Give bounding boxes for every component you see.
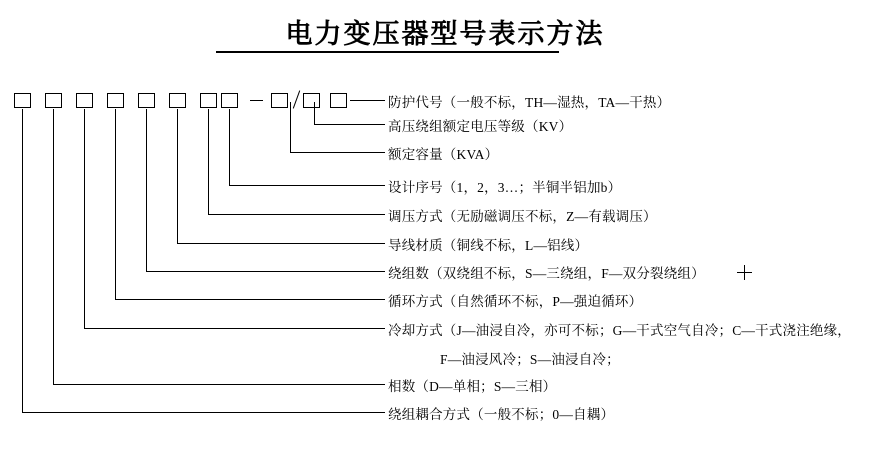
label-winding-count: 绕组数（双绕组不标，S—三绕组，F—双分裂绕组） xyxy=(388,266,705,281)
leader-cooling-h xyxy=(84,328,385,329)
leader-hv-voltage-h xyxy=(314,124,385,125)
model-code-box-3[interactable] xyxy=(76,93,93,108)
leader-regulation-h xyxy=(208,214,385,215)
label-voltage-regulation: 调压方式（无励磁调压不标，Z—有载调压） xyxy=(388,209,657,224)
model-code-box-1[interactable] xyxy=(14,93,31,108)
label-phase-count: 相数（D—单相；S—三相） xyxy=(388,379,557,394)
leader-winding-h xyxy=(146,271,385,272)
leader-phase-h xyxy=(53,384,385,385)
leader-regulation-v xyxy=(208,109,209,214)
label-circulation-mode: 循环方式（自然循环不标，P—强迫循环） xyxy=(388,294,643,309)
label-cooling-mode-line-1: 冷却方式（J—油浸自冷，亦可不标；G—干式空气自冷；C—干式浇注绝缘， xyxy=(388,323,852,338)
model-code-box-5[interactable] xyxy=(138,93,155,108)
title-underline xyxy=(216,51,559,53)
leader-protection xyxy=(350,100,385,101)
label-hv-voltage: 高压绕组额定电压等级（KV） xyxy=(388,119,573,134)
leader-coupling-h xyxy=(22,412,385,413)
model-code-box-11[interactable] xyxy=(330,93,347,108)
leader-cooling-v xyxy=(84,109,85,328)
crosshair-marker xyxy=(737,265,752,280)
leader-coupling-v xyxy=(22,109,23,412)
label-cooling-mode-line-2: F—油浸风冷；S—油浸自冷； xyxy=(440,352,620,367)
leader-conductor-h xyxy=(177,243,385,244)
label-protection: 防护代号（一般不标，TH—湿热，TA—干热） xyxy=(388,95,671,110)
model-code-box-8[interactable] xyxy=(221,93,238,108)
model-code-box-6[interactable] xyxy=(169,93,186,108)
leader-hv-voltage-v xyxy=(314,102,315,124)
label-design-sequence: 设计序号（1，2，3…；半铜半铝加b） xyxy=(388,180,622,195)
leader-circulation-h xyxy=(115,299,385,300)
leader-winding-v xyxy=(146,109,147,271)
model-code-slash xyxy=(293,90,300,108)
leader-phase-v xyxy=(53,109,54,384)
label-rated-capacity: 额定容量（KVA） xyxy=(388,147,499,162)
model-code-separator xyxy=(250,100,263,101)
model-code-box-7[interactable] xyxy=(200,93,217,108)
model-code-box-10[interactable] xyxy=(303,93,320,108)
leader-conductor-v xyxy=(177,109,178,243)
model-code-box-9[interactable] xyxy=(271,93,288,108)
leader-capacity-h xyxy=(290,152,385,153)
label-conductor-material: 导线材质（铜线不标，L—铝线） xyxy=(388,238,589,253)
leader-design-h xyxy=(229,185,385,186)
page-title: 电力变压器型号表示方法 xyxy=(285,19,605,49)
model-code-box-4[interactable] xyxy=(107,93,124,108)
label-winding-coupling: 绕组耦合方式（一般不标；0—自耦） xyxy=(388,407,615,422)
leader-design-v xyxy=(229,109,230,185)
leader-capacity-v xyxy=(290,102,291,152)
model-code-box-2[interactable] xyxy=(45,93,62,108)
leader-circulation-v xyxy=(115,109,116,299)
